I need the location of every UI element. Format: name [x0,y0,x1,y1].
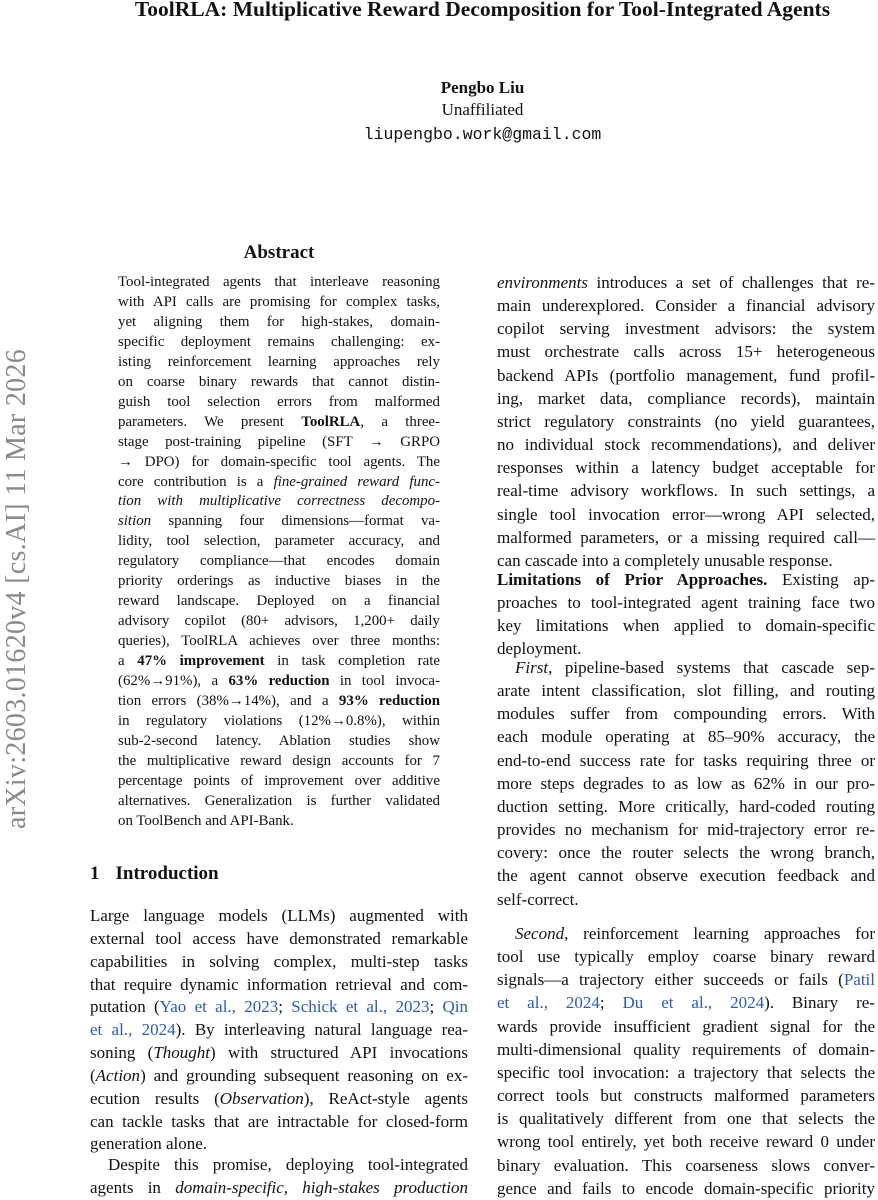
author-name: Pengbo Liu [440,78,525,97]
text-run: specific deployment remains challenging: ex- [118,333,440,350]
text-run: ), ReAct-style agents [303,1088,468,1108]
text-line [497,1038,875,1061]
text-line [90,1019,468,1042]
text-run: in tool invoca- [329,673,440,690]
text-line [497,294,875,317]
text-run: a [118,653,138,670]
text-line [118,752,440,772]
text-run: signals—a trajectory either succeeds or fails ( [497,970,844,990]
text-line [497,991,875,1014]
text-run: malformed parameters, or a missing required call— [497,527,875,547]
text-line [90,1111,468,1134]
arxiv-stamp: arXiv:2603.01620v4 [cs.AI] 11 Mar 2026 [1,348,32,830]
text-line [118,612,440,632]
bold-text: ToolRLA [301,413,361,430]
text-line [90,1088,468,1111]
text-line [497,591,875,614]
text-run: backend APIs (portfolio management, fund profil- [497,365,875,385]
italic-text: Second [515,924,565,943]
text-line [497,317,875,340]
section-number: 1 [90,863,100,884]
intro-paragraph-2 [90,1154,468,1200]
text-run: multi-dimensional quality requirements of domain- [497,1039,875,1059]
text-run: each module operating at 85–90% accuracy, the [497,727,875,747]
text-run: spanning four dimensions—format va- [151,513,440,530]
text-run: Tool-integrated agents that interleave reasoning [118,274,440,290]
first-limitation-paragraph [497,656,875,911]
text-run: soning ( [90,1043,154,1063]
text-line [118,373,440,393]
text-line [497,568,875,591]
intro-paragraph-2-continued [497,271,875,572]
text-line [118,592,440,612]
text-line [118,652,440,672]
text-run: generation alone. [90,1134,208,1154]
text-run: tion errors (38%→14%), and a [118,693,339,710]
text-line [90,928,468,951]
text-run: more steps degrades to as low as 62% in our pro- [497,773,875,793]
section-heading-introduction [90,863,219,885]
text-line [497,795,875,818]
text-line [497,1015,875,1038]
text-run: wrong tool entirely, yet both receive reward 0 under [497,1132,875,1152]
text-run: advisory copilot (80+ advisors, 1,200+ daily [118,613,440,630]
text-line [90,996,468,1019]
text-run: reward landscape. Deployed on a financial [118,593,440,610]
text-run: , a three- [360,413,441,430]
text-run: ). Binary re- [764,993,875,1013]
text-line [90,1154,468,1177]
text-run: ; [429,997,443,1017]
text-line [497,364,875,387]
abstract-heading: Abstract [243,242,315,263]
text-line [118,492,440,512]
text-line [497,614,875,637]
text-line [118,353,440,373]
text-line [497,503,875,526]
citation-link[interactable]: Patil [843,970,875,990]
italic-text: Thought [153,1043,211,1063]
text-run: that require dynamic information retrieval and com- [90,974,468,994]
text-line [118,632,440,652]
text-line [118,732,440,752]
text-run: core contribution is a [118,473,274,490]
text-run: putation ( [90,997,160,1017]
text-run: proaches to tool-integrated agent training face two [497,593,875,613]
text-run: main underexplored. Consider a financial advisory [497,296,875,316]
text-line [90,1065,468,1088]
text-run: ( [90,1065,96,1085]
citation-link[interactable]: et al., 2024 [90,1020,176,1040]
paper-title: ToolRLA: Multiplicative Reward Decomposition for Tool-Integrated Agents [134,0,831,21]
italic-text: Observation [219,1088,304,1108]
text-run: capabilities in solving complex, multi-step tasks [90,951,468,971]
text-run: external tool access have demonstrated remarkable [90,928,468,948]
text-run: parameters. We present [118,413,302,430]
text-run: duction setting. More critically, hard-coded routing [497,796,875,816]
bold-text: 93% reduction [338,693,441,710]
text-line [497,679,875,702]
text-run: provides no mechanism for mid-trajectory error re- [497,820,875,840]
text-line [497,433,875,456]
text-run: isting reinforcement learning approaches rely [118,353,440,370]
italic-text: fine-grained reward func- [273,473,440,490]
text-run: priority orderings as inductive biases in the [118,573,440,590]
limitations-paragraph [497,568,875,661]
bold-text: Limitations of Prior Approaches. [497,570,768,589]
abstract-body [118,273,440,832]
second-limitation-paragraph [497,922,875,1200]
citation-link[interactable]: Schick et al., 2023 [291,997,430,1017]
italic-text: Action [95,1065,141,1085]
text-run: alternatives. Generalization is further validated [118,792,440,809]
text-line [497,968,875,991]
text-run: modules suffer from compounding errors. With [497,704,875,724]
italic-text: tion with multiplicative correctness decompo- [118,493,440,510]
text-run: can tackle tasks that are intractable for closed-form [90,1111,468,1131]
text-line [118,572,440,592]
text-run: yet aligning them for high-stakes, domain- [118,313,440,330]
text-line [118,473,440,493]
text-line [497,1107,875,1130]
text-run: tool use typically employ coarse binary reward [497,947,875,967]
text-line [118,313,440,333]
text-line [497,479,875,502]
text-run: wards provide insufficient gradient signal for the [497,1016,875,1036]
text-line [118,393,440,413]
text-run: arate intent classification, slot filling, and routing [497,681,875,701]
text-run: copilot serving investment advisors: the system [497,319,875,339]
text-run: covery: once the router selects the wrong branch, [497,843,875,863]
text-run: Large language models (LLMs) augmented with [90,906,468,925]
text-run: binary evaluation. This coarseness slows conver- [497,1155,875,1175]
text-run: key limitations when applied to domain-specific [497,616,875,636]
text-run: (62%→91%), a [118,673,229,690]
text-run: ; [599,993,623,1013]
text-line [497,702,875,725]
citation-link[interactable]: Qin [442,997,468,1017]
text-line [497,818,875,841]
text-run: correct tools but constructs malformed parameters [497,1086,875,1106]
text-line [118,712,440,732]
text-line [90,951,468,974]
text-line [90,905,468,928]
author-affiliation: Unaffiliated [441,100,524,119]
text-run: ) with structured API invocations [210,1043,468,1063]
text-line [497,922,875,945]
text-run: introduces a set of challenges that re- [587,273,875,292]
text-line [497,387,875,410]
text-line [497,526,875,549]
text-run: ). By interleaving natural language rea- [175,1020,468,1040]
text-run: single tool invocation error—wrong API selected, [497,504,875,524]
italic-text: sition [118,513,152,530]
text-run: guish tool selection errors from malformed [118,393,440,410]
italic-text: First [515,658,549,677]
text-run: on ToolBench and API-Bank. [118,812,294,829]
author-email[interactable]: liupengbo.work@gmail.com [363,125,602,144]
text-line [90,1042,468,1065]
text-line [497,410,875,433]
text-run: with API calls are promising for complex tasks, [118,293,440,310]
text-line [497,340,875,363]
text-run: sub-2-second latency. Ablation studies show [118,732,440,749]
text-line [118,333,440,353]
text-run: , pipeline-based systems that cascade sep- [548,658,875,677]
text-run: agents in [90,1177,176,1197]
text-line [118,672,440,692]
bold-text: 63% reduction [228,673,330,690]
text-run: Existing ap- [767,570,875,589]
text-line [90,974,468,997]
text-line [118,293,440,313]
text-run: regulatory compliance—that encodes domain [118,553,440,570]
text-line [118,512,440,532]
text-run: , reinforcement learning approaches for [564,924,875,943]
text-line [118,532,440,552]
text-run: must orchestrate calls across 15+ heterogeneous [497,342,875,362]
text-run: on coarse binary rewards that cannot distin- [118,373,440,390]
citation-link[interactable]: Du et al., 2024 [622,993,765,1013]
text-run: end-to-end success rate for tasks requiring three or [497,750,875,770]
text-line [497,1154,875,1177]
italic-text: environments [497,273,588,292]
text-run: ) and grounding subsequent reasoning on ex- [140,1065,468,1085]
text-line [497,864,875,887]
text-line [118,273,440,293]
intro-paragraph-1 [90,905,468,1156]
text-run: strict regulatory constraints (no yield guarantees, [497,411,875,431]
text-run: ing, market data, compliance records), maintain [497,388,875,408]
text-run: percentage points of improvement over additive [118,772,440,789]
text-line [118,413,440,433]
citation-link[interactable]: Yao et al., 2023 [159,997,279,1017]
text-line [497,841,875,864]
text-run: can cascade into a completely unusable response. [497,550,833,570]
text-run: ; [278,997,292,1017]
text-line [90,1133,468,1156]
text-run: responses within a latency budget acceptable for [497,458,875,478]
text-run: specific tool invocation: a trajectory that selects the [497,1062,875,1082]
text-line [497,749,875,772]
text-run: ecution results ( [90,1088,220,1108]
text-run: the multiplicative reward design accounts for 7 [118,752,440,769]
text-line [497,725,875,748]
text-line [497,772,875,795]
text-line [118,552,440,572]
text-run: gence and fails to encode domain-specific priority [497,1178,875,1198]
text-line [497,888,875,911]
italic-text: domain-specific, high-stakes production [175,1177,468,1197]
text-run: no individual stock recommendations), and deliver [497,435,875,455]
text-run: Despite this promise, deploying tool-integrated [108,1155,468,1174]
text-line [497,1084,875,1107]
text-line [118,692,440,712]
text-line [118,772,440,792]
section-title: Introduction [115,863,219,884]
bold-text: 47% improvement [137,653,265,670]
text-line [497,456,875,479]
text-run: stage post-training pipeline (SFT → GRPO [118,433,440,450]
text-line [118,792,440,812]
text-line [118,812,440,832]
text-run: real-time advisory workflows. In such settings, a [497,481,875,501]
text-line [497,1177,875,1200]
text-line [90,1177,468,1200]
text-run: self-correct. [497,889,579,909]
text-line [118,433,440,453]
text-line [497,271,875,294]
text-run: → DPO) for domain-specific tool agents. The [118,453,440,470]
text-line [497,656,875,679]
text-line [497,945,875,968]
text-run: in regulatory violations (12%→0.8%), within [118,712,440,729]
text-run: queries), ToolRLA achieves over three months: [118,633,440,650]
citation-link[interactable]: et al., 2024 [497,993,600,1013]
text-line [497,1130,875,1153]
text-run: the agent cannot observe execution feedback and [497,866,875,886]
text-run: in task completion rate [264,653,440,670]
text-run: is qualitatively different from one that selects the [497,1109,875,1129]
text-line [118,453,440,473]
text-run: deployment. [497,639,582,659]
text-run: lidity, tool selection, parameter accuracy, and [118,533,440,550]
text-line [497,1061,875,1084]
